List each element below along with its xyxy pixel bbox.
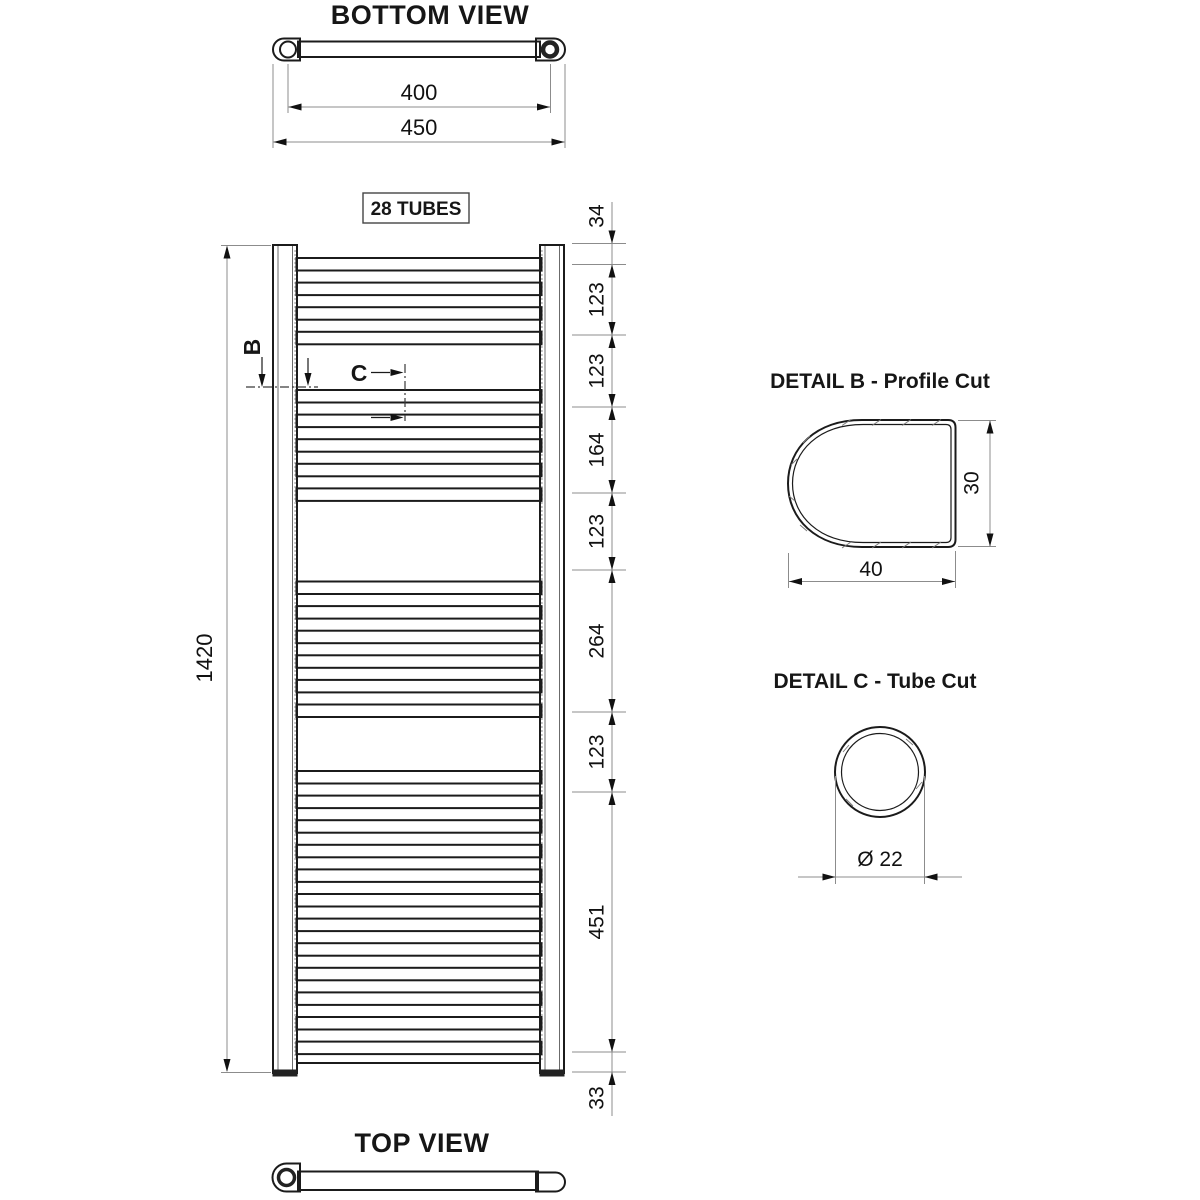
detail-b-profile-inner [793,425,952,543]
dim-arrow-icon [609,265,616,278]
top-view-title: TOP VIEW [354,1128,490,1158]
tubes-count-box [363,193,469,223]
tube [297,820,542,833]
tube [297,439,542,452]
tube [297,606,542,619]
dim-arrow-icon [609,570,616,583]
dim-arrow-icon [609,699,616,712]
section-b-label: B [239,338,266,356]
tube [297,307,542,320]
right-rail-foot [540,1070,565,1077]
right-rail [540,245,564,1073]
dim-arrow-icon [609,779,616,792]
tube [297,845,542,858]
bottom-view [273,0,565,148]
dim-chain-label: 164 [585,432,609,468]
tube [297,631,542,644]
tube [297,1042,542,1055]
section-c-label: C [350,360,368,386]
tube [297,655,542,668]
bottom-view-title: BOTTOM VIEW [330,0,530,30]
dim-chain-label: 123 [585,282,609,318]
tube [297,680,542,693]
front-view [192,202,626,1116]
dim-arrow-icon [609,1072,616,1085]
dim-chain-label: 123 [585,513,609,550]
dim-arrow-icon [609,792,616,805]
tube [297,992,542,1005]
tube [297,705,542,718]
detail-c-title: DETAIL C - Tube Cut [773,670,977,693]
dim-arrow-icon [609,394,616,407]
tube-rows [297,258,542,1054]
section-b-annotation [239,339,318,387]
tube [297,1017,542,1030]
tube [297,869,542,882]
tube [297,796,542,809]
tube [297,488,542,501]
tube [297,258,542,271]
detail-b [770,370,996,588]
tube [297,968,542,981]
dim-arrow-icon [609,557,616,570]
dim-400-label: 400 [400,80,438,105]
tube [297,943,542,956]
tube [297,894,542,907]
tube [297,771,542,784]
bottom-view-bar [298,42,540,58]
dim-arrow-icon [609,335,616,348]
dim-chain-label: 264 [585,623,609,659]
dim-arrow-icon [609,322,616,335]
dim-chain-label: 123 [585,353,609,389]
dim-chain [572,204,626,1110]
top-view-bar [298,1172,538,1191]
tube [297,582,542,595]
detail-c [774,670,977,884]
dim-chain-label: 33 [585,1086,609,1110]
bottom-view-right-hole-icon [543,43,557,57]
dim-chain-label: 123 [585,734,609,770]
detail-b-title: DETAIL B - Profile Cut [770,370,990,393]
tube [297,390,542,403]
left-rail-foot [273,1070,298,1077]
detail-b-profile-outline [788,420,956,547]
dim-arrow-icon [609,712,616,725]
dim-1420-label: 1420 [191,633,217,683]
dim-arrow-icon [609,231,616,244]
tube [297,415,542,428]
tube [297,464,542,477]
tube [297,283,542,296]
dim-chain-label: 34 [585,204,609,228]
dim-arrow-icon [609,493,616,506]
detail-b-dim-40: 40 [859,558,883,581]
dim-arrow-icon [609,480,616,493]
dim-arrow-icon [609,1039,616,1052]
top-view-left-hole-icon [279,1170,295,1186]
detail-b-hatch [789,420,941,549]
top-view [273,1128,566,1192]
tubes-count-label: 28 TUBES [370,199,462,220]
left-rail [273,245,297,1073]
tube [297,332,542,345]
detail-c-dim-diameter: Ø 22 [857,848,903,871]
detail-c-tube-inner [842,734,919,811]
dim-arrow-icon [609,407,616,420]
bottom-view-left-hole-icon [280,42,296,58]
top-view-right-cap [536,1173,565,1192]
dim-450-label: 450 [400,115,438,140]
detail-b-dim-30: 30 [960,471,984,495]
dim-chain-label: 451 [585,904,609,940]
detail-c-tube-outer [835,727,925,817]
tube [297,919,542,932]
